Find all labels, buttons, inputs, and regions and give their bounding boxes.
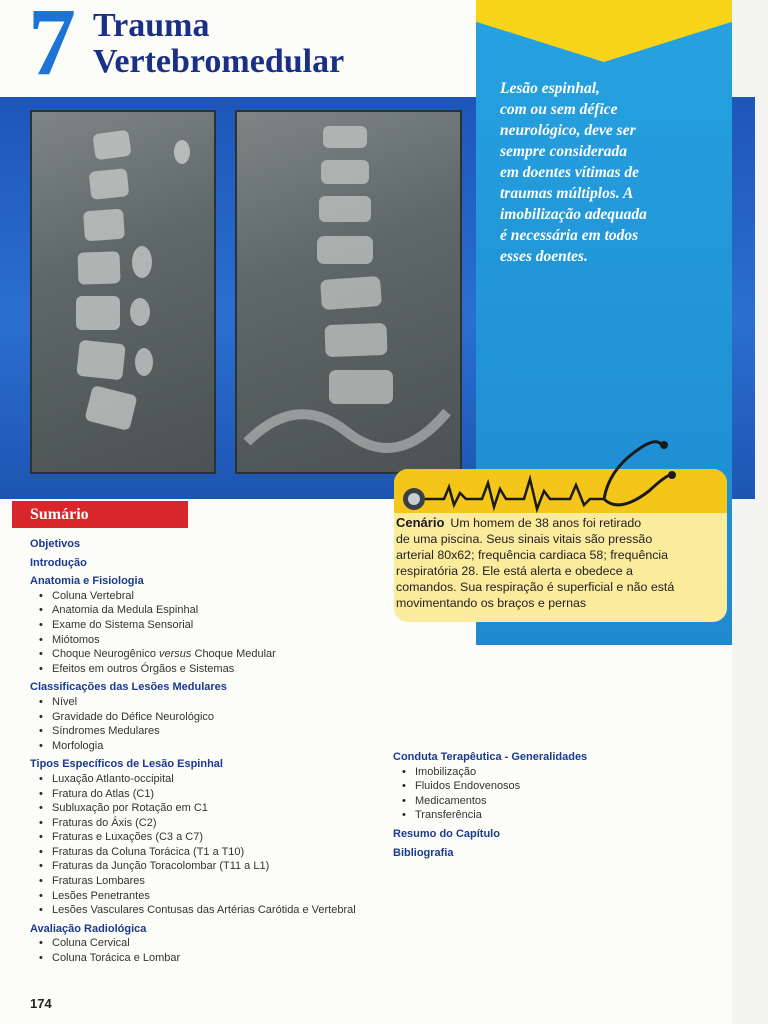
toc-list — [30, 589, 390, 677]
quote-line: sempre considerada — [500, 143, 628, 160]
toc-item: • Exame do Sistema Sensorial — [30, 618, 390, 633]
toc-item: • Coluna Vertebral — [30, 589, 390, 604]
quote-line: traumas múltiplos. A — [500, 185, 634, 202]
quote-line: em doentes vítimas de — [500, 164, 640, 181]
toc-list — [30, 772, 390, 918]
toc-item: • Lesões Penetrantes — [30, 889, 390, 904]
scenario-label: Cenário — [396, 515, 445, 530]
xray-lateral-drawing — [32, 112, 214, 472]
toc-heading: Conduta Terapêutica - Generalidades — [393, 751, 588, 763]
heartbeat-line-icon — [425, 479, 604, 509]
toc-item: • Nível — [30, 695, 390, 710]
toc-item: • Morfologia — [30, 739, 390, 754]
scenario-line: respiratória 28. Ele está alerta e obedece a — [396, 564, 633, 578]
toc-item: • Choque Neurogênico versus Choque Medular — [30, 647, 390, 662]
toc-left-column — [30, 537, 390, 966]
toc-heading: Resumo do Capítulo — [393, 827, 500, 840]
toc-item: • Síndromes Medulares — [30, 724, 390, 739]
scenario-line: movimentando os braços e pernas — [396, 596, 587, 610]
toc-list — [30, 936, 390, 965]
toc-item: • Miótomos — [30, 633, 390, 648]
toc-item: • Imobilização — [393, 765, 723, 780]
toc-item: • Anatomia da Medula Espinhal — [30, 603, 390, 618]
quote-line: imobilização adequada — [500, 206, 647, 223]
summary-title: Sumário — [12, 501, 188, 528]
scenario-text — [396, 515, 721, 611]
toc-item: • Lesões Vasculares Contusas das Artérias Carótida e Vertebral — [30, 903, 390, 918]
xray-frontal-drawing — [237, 112, 460, 472]
toc-item: • Fraturas e Luxações (C3 a C7) — [30, 830, 390, 845]
scenario-line: comandos. Sua respiração é superficial e não está — [396, 580, 675, 594]
toc-item: • Subluxação por Rotação em C1 — [30, 801, 390, 816]
toc-item: • Fraturas Lombares — [30, 874, 390, 889]
toc-heading: Classificações das Lesões Medulares — [30, 681, 227, 694]
quote-line: é necessária em todos — [500, 227, 639, 244]
xray-lateral-image — [30, 110, 216, 474]
toc-heading: Avaliação Radiológica — [30, 922, 147, 935]
toc-item: • Fratura do Atlas (C1) — [30, 787, 390, 802]
chapter-quote — [500, 78, 725, 267]
toc-item: • Fraturas da Junção Toracolombar (T11 a L1) — [30, 859, 390, 874]
toc-item: • Transferência — [393, 808, 723, 823]
toc-heading: Tipos Específicos de Lesão Espinhal — [30, 758, 223, 771]
toc-heading: Anatomia e Fisiologia — [30, 575, 144, 588]
xray-frontal-image — [235, 110, 462, 474]
chapter-title — [93, 8, 344, 80]
quote-line: Lesão espinhal, — [500, 80, 600, 97]
toc-list — [393, 765, 723, 823]
scenario-line: arterial 80x62; frequência cardiaca 58; frequência — [396, 548, 669, 562]
toc-heading: Objetivos — [30, 538, 81, 550]
toc-item: • Gravidade do Défice Neurológico — [30, 710, 390, 725]
toc-item: • Coluna Torácica e Lombar — [30, 951, 390, 966]
chapter-number: 7 — [28, 0, 76, 95]
toc-item: • Luxação Atlanto-occipital — [30, 772, 390, 787]
scenario-line: de uma piscina. Seus sinais vitais são pressão — [396, 532, 653, 546]
toc-item: • Fraturas do Áxis (C2) — [30, 816, 390, 831]
toc-heading: Introdução — [30, 556, 87, 569]
stethoscope-icon — [394, 429, 727, 519]
scenario-line: Um homem de 38 anos foi retirado — [450, 516, 642, 530]
toc-heading: Bibliografia — [393, 846, 454, 859]
toc-list — [30, 695, 390, 753]
chapter-title-line2: Vertebromedular — [93, 43, 345, 80]
toc-item: • Medicamentos — [393, 794, 723, 809]
quote-line: neurológico, deve ser — [500, 122, 636, 139]
toc-item: • Fraturas da Coluna Torácica (T1 a T10) — [30, 845, 390, 860]
page-number: 174 — [30, 996, 52, 1011]
quote-line: com ou sem défice — [500, 101, 618, 118]
chapter-title-line1: Trauma — [93, 7, 210, 44]
toc-item: • Efeitos em outros Órgãos e Sistemas — [30, 662, 390, 677]
toc-item: • Fluidos Endovenosos — [393, 779, 723, 794]
toc-item: • Coluna Cervical — [30, 936, 390, 951]
quote-line: esses doentes. — [500, 248, 588, 265]
toc-right-column — [393, 750, 723, 860]
